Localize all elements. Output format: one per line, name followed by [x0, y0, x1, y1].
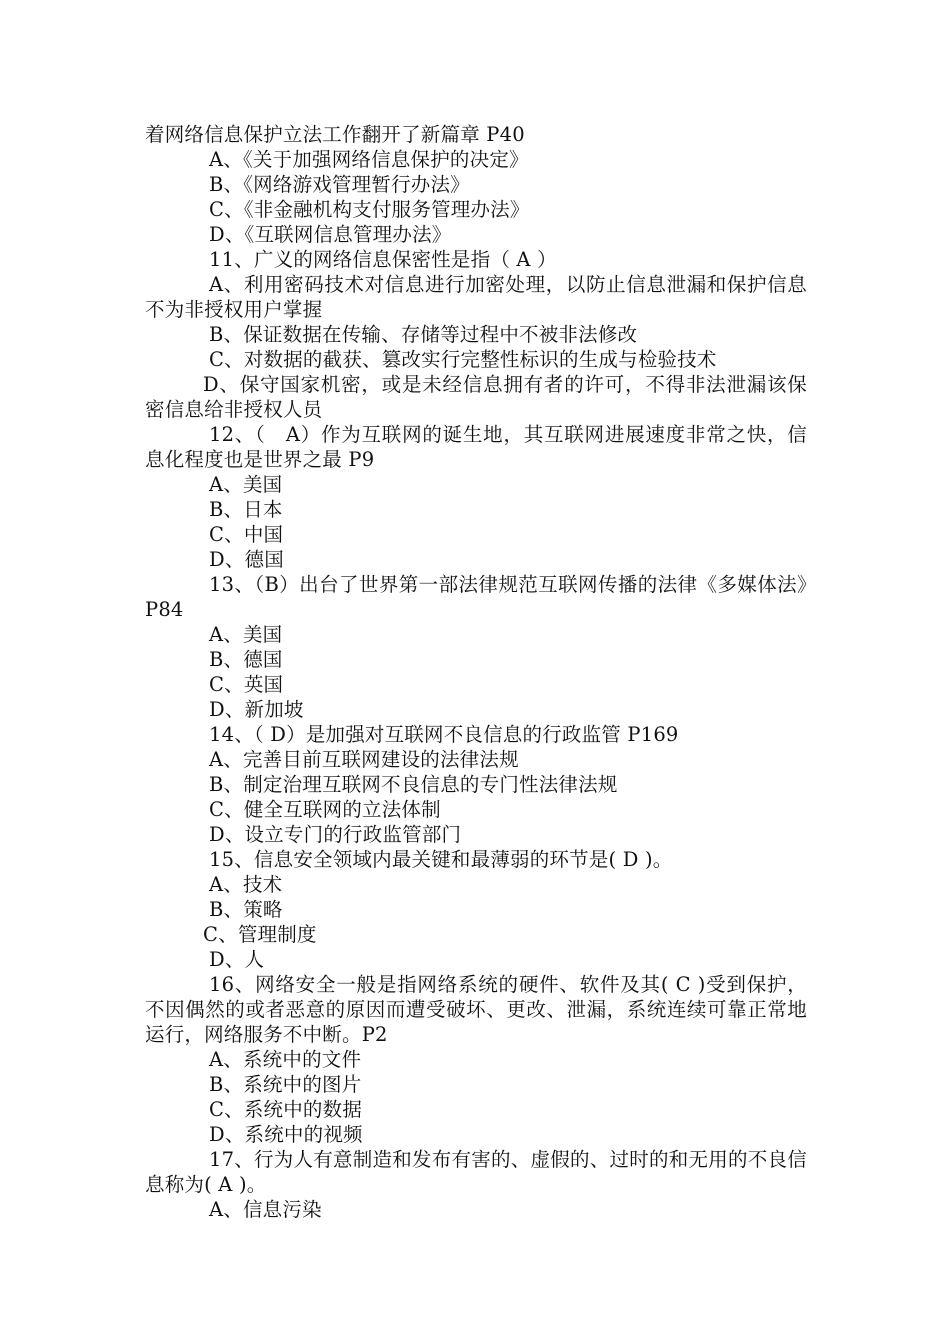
option-a: A、美国	[209, 473, 283, 496]
option-a: A、《关于加强网络信息保护的决定》	[209, 148, 529, 171]
option-b: B、日本	[209, 498, 283, 521]
question-11: 11、广义的网络信息保密性是指（ A ）	[209, 248, 557, 271]
option-d: D、新加坡	[209, 698, 304, 721]
option-a: A、完善目前互联网建设的法律法规	[209, 748, 519, 771]
option-a: A、技术	[209, 873, 283, 896]
option-c: C、《非金融机构支付服务管理办法》	[209, 198, 530, 221]
option-b: B、德国	[209, 648, 283, 671]
option-d: D、设立专门的行政监管部门	[209, 823, 462, 846]
document-body	[145, 122, 807, 1222]
option-b: B、系统中的图片	[209, 1073, 362, 1096]
option-a: A、美国	[209, 623, 283, 646]
question-12: 12、（ A）作为互联网的诞生地，其互联网进展速度非常之快，信息化程度也是世界之最 P9	[145, 423, 807, 471]
option-b: B、制定治理互联网不良信息的专门性法律法规	[209, 773, 618, 796]
option-c: C、健全互联网的立法体制	[209, 798, 441, 821]
option-a: A、信息污染	[209, 1198, 322, 1221]
option-c: C、管理制度	[203, 923, 317, 946]
option-a: A、利用密码技术对信息进行加密处理，以防止信息泄漏和保护信息不为非授权用户掌握	[145, 273, 807, 321]
option-c: C、系统中的数据	[209, 1098, 363, 1121]
option-c: C、英国	[209, 673, 284, 696]
option-d: D、《互联网信息管理办法》	[209, 223, 452, 246]
option-c: C、对数据的截获、篡改实行完整性标识的生成与检验技术	[209, 348, 717, 371]
option-b: B、《网络游戏管理暂行办法》	[209, 173, 470, 196]
option-d: D、系统中的视频	[209, 1123, 363, 1146]
option-d: D、人	[209, 948, 265, 971]
option-d: D、保守国家机密，或是未经信息拥有者的许可，不得非法泄漏该保密信息给非授权人员	[145, 373, 807, 421]
question-17: 17、行为人有意制造和发布有害的、虚假的、过时的和无用的不良信息称为( A )。	[145, 1148, 807, 1196]
option-c: C、中国	[209, 523, 284, 546]
question-13: 13、（B）出台了世界第一部法律规范互联网传播的法律《多媒体法》P84	[145, 573, 807, 621]
question-15: 15、信息安全领域内最关键和最薄弱的环节是( D )。	[209, 848, 673, 871]
option-b: B、保证数据在传输、存储等过程中不被非法修改	[209, 323, 638, 346]
question-14: 14、（ D）是加强对互联网不良信息的行政监管 P169	[209, 723, 679, 746]
question-16: 16、网络安全一般是指网络系统的硬件、软件及其( C )受到保护，不因偶然的或者恶意的原因而遭受破坏、更改、泄漏，系统连续可靠正常地运行，网络服务不中断。P2	[145, 973, 807, 1046]
text-line: 着网络信息保护立法工作翻开了新篇章 P40	[145, 123, 525, 146]
option-b: B、策略	[209, 898, 283, 921]
option-d: D、德国	[209, 548, 284, 571]
option-a: A、系统中的文件	[209, 1048, 362, 1071]
